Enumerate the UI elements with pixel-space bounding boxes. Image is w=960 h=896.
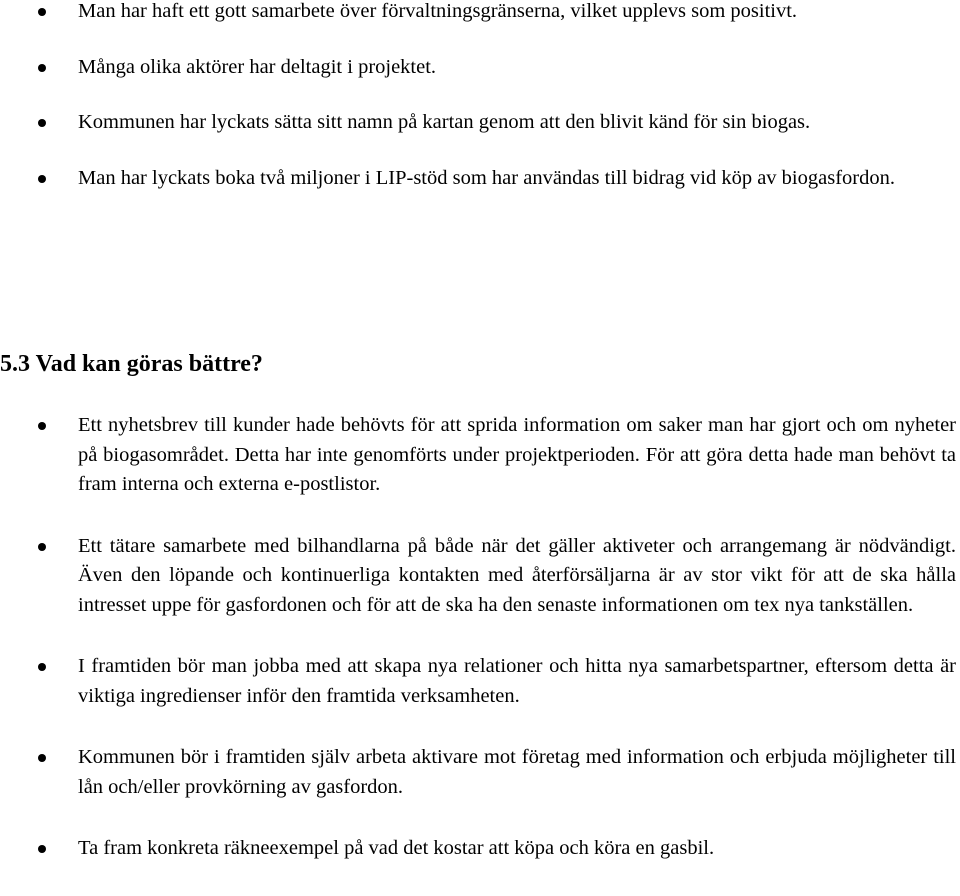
list-item-text: Kommunen bör i framtiden själv arbeta aktivare mot företag med information och erbjuda möjligheter till lån och/eller provkörning av gasfordon. [78,746,956,798]
list-item [0,53,960,83]
list-item [0,743,960,802]
list-item-text: Kommunen har lyckats sätta sitt namn på kartan genom att den blivit känd för sin biogas. [78,111,811,133]
list-item-text: Man har lyckats boka två miljoner i LIP-stöd som har användas till bidrag vid köp av biogasfordon. [78,166,895,189]
list-item-text: Ta fram konkreta räkneexempel på vad det kostar att köpa och köra en gasbil. [78,837,715,859]
bullet-list-improvements [0,411,960,896]
list-item [0,108,960,138]
list-item [0,652,960,711]
list-item [0,164,960,194]
list-item [0,834,960,864]
list-item [0,0,960,27]
list-item-text: Många olika aktörer har deltagit i projektet. [78,55,437,78]
bullet-list-achievements [0,0,960,219]
list-item [0,532,960,621]
bullet-icon [38,119,46,127]
bullet-icon [38,8,46,16]
section-heading: 5.3 Vad kan göras bättre? [0,351,263,377]
list-item-text: I framtiden bör man jobba med att skapa nya relationer och hitta nya samarbetspartner, eftersom detta är viktiga ingredienser inför den framtida verksamheten. [78,655,956,707]
bullet-icon [38,663,46,671]
bullet-icon [38,422,46,430]
list-item-text: Ett tätare samarbete med bilhandlarna på både när det gäller aktiveter och arrangemang är nödvändigt. Även den löpande och kontinuerliga kontakten med återförsäljarna är av stor vikt för att de ska hålla intresset uppe för gasfordonen och för att de ska ha den senaste informationen om tex nya tankställen. [78,534,956,616]
bullet-icon [38,845,46,853]
bullet-icon [38,64,46,72]
list-item [0,411,960,500]
list-item-text: Ett nyhetsbrev till kunder hade behövts för att sprida information om saker man har gjort och om nyheter på biogasområdet. Detta har inte genomförts under projektperioden. För att göra detta hade man behövt ta fram interna och externa e-postlistor. [78,414,956,495]
bullet-icon [38,754,46,762]
list-item-text: Man har haft ett gott samarbete över förvaltningsgränserna, vilket upplevs som positivt. [78,0,798,22]
bullet-icon [38,175,46,183]
bullet-icon [38,543,46,551]
